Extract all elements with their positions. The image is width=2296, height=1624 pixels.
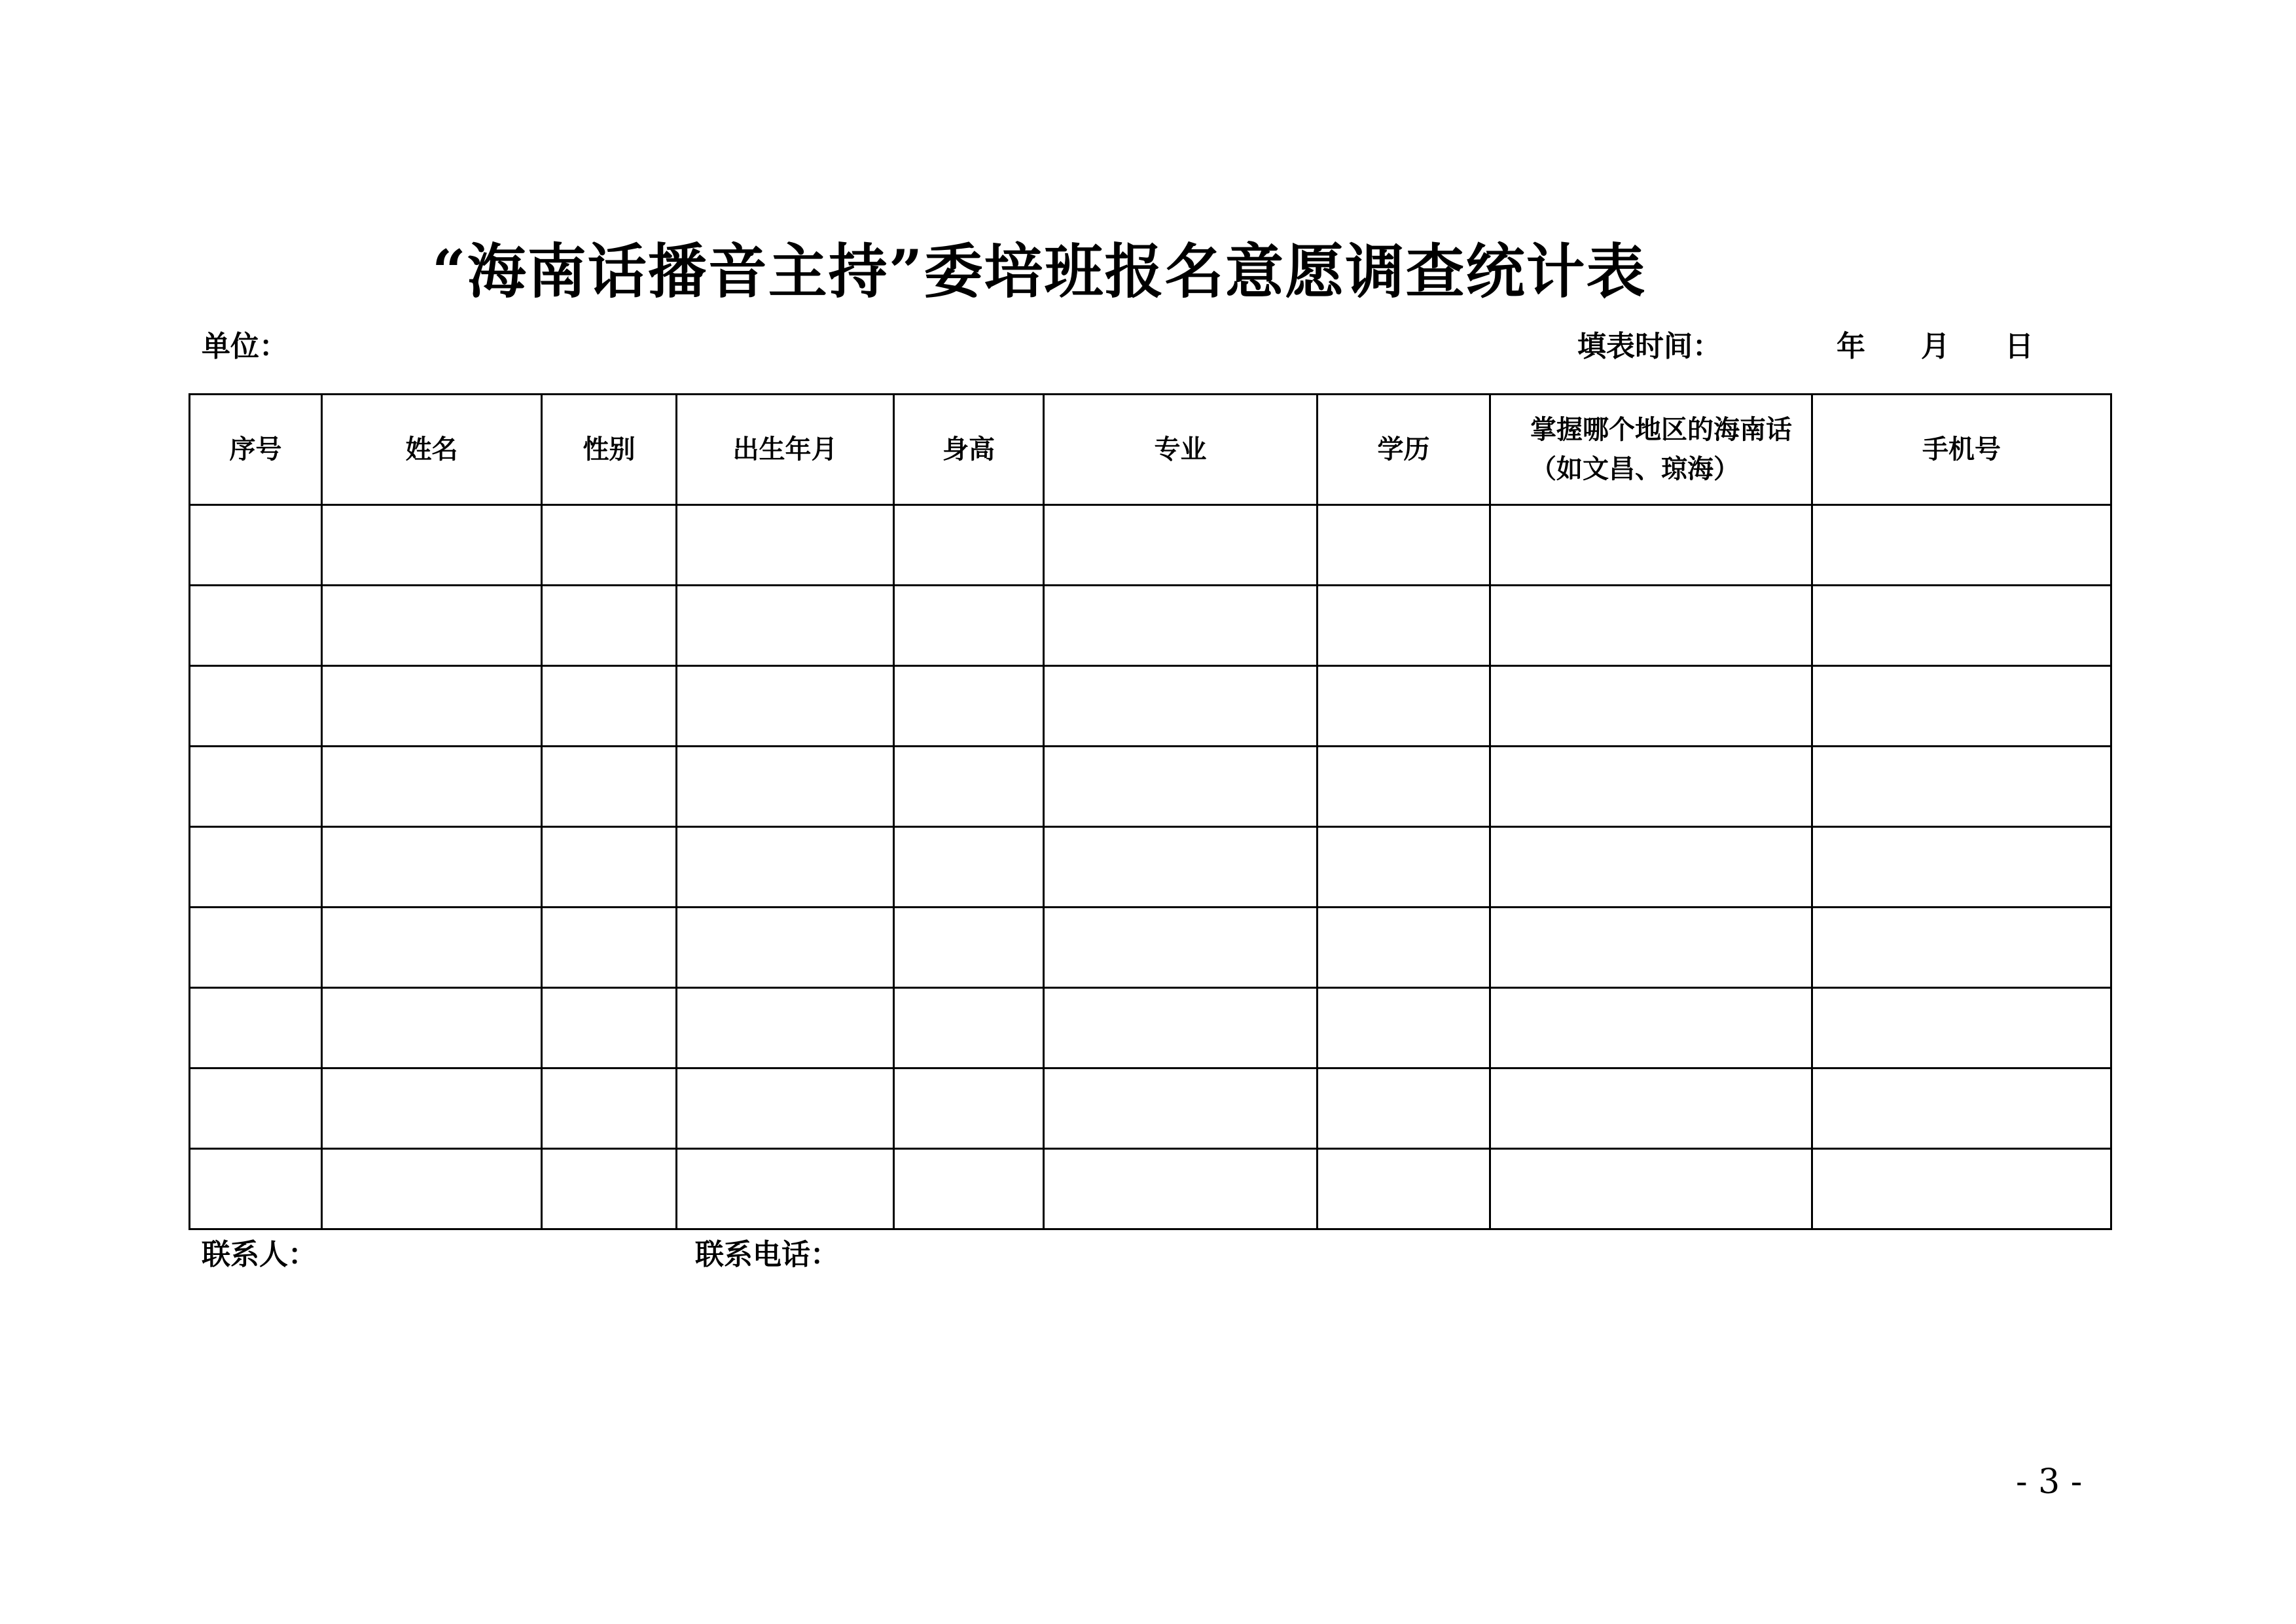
table-cell[interactable] [894,827,1044,908]
table-cell[interactable] [1812,988,2111,1068]
header-gender: 性别 [542,395,677,505]
table-row [190,586,2111,666]
table-cell[interactable] [190,1149,322,1229]
table-cell[interactable] [322,827,542,908]
header-serial-number: 序号 [190,395,322,505]
table-cell[interactable] [894,988,1044,1068]
table-cell[interactable] [322,505,542,586]
header-hainan-dialect-region: 掌握哪个地区的海南话（如文昌、琼海） [1490,395,1812,505]
table-cell[interactable] [1812,747,2111,827]
table-cell[interactable] [894,586,1044,666]
page-title: “海南话播音主持”委培班报名意愿调查统计表 [432,237,1647,306]
table-cell[interactable] [677,747,894,827]
table-cell[interactable] [1490,666,1812,747]
table-cell[interactable] [1044,586,1318,666]
table-cell[interactable] [1812,1068,2111,1149]
table-cell[interactable] [894,747,1044,827]
contact-person-label: 联系人： [202,1238,317,1271]
table-cell[interactable] [1490,505,1812,586]
table-cell[interactable] [190,988,322,1068]
table-cell[interactable] [322,666,542,747]
table-cell[interactable] [894,908,1044,988]
table-cell[interactable] [677,586,894,666]
page-number: - 3 - [2016,1462,2083,1502]
table-cell[interactable] [542,1149,677,1229]
table-cell[interactable] [322,988,542,1068]
table-cell[interactable] [322,1068,542,1149]
table-cell[interactable] [1318,747,1490,827]
table-cell[interactable] [1812,908,2111,988]
table-cell[interactable] [190,1068,322,1149]
table-cell[interactable] [542,505,677,586]
table-cell[interactable] [1490,988,1812,1068]
table-body [190,505,2111,1229]
header-major: 专业 [1044,395,1318,505]
table-cell[interactable] [1318,908,1490,988]
table-cell[interactable] [677,827,894,908]
table-cell[interactable] [542,747,677,827]
table-cell[interactable] [677,1068,894,1149]
table-cell[interactable] [1318,1068,1490,1149]
header-birth-date: 出生年月 [677,395,894,505]
table-row [190,827,2111,908]
table-cell[interactable] [190,747,322,827]
table-row [190,988,2111,1068]
table-cell[interactable] [1812,1149,2111,1229]
table-cell[interactable] [190,827,322,908]
table-cell[interactable] [894,1149,1044,1229]
table-cell[interactable] [322,747,542,827]
table-cell[interactable] [677,1149,894,1229]
contact-phone-label: 联系电话： [695,1238,839,1271]
table-cell[interactable] [1044,1149,1318,1229]
table-cell[interactable] [1490,747,1812,827]
table-cell[interactable] [542,988,677,1068]
table-cell[interactable] [677,505,894,586]
table-cell[interactable] [322,586,542,666]
header-education: 学历 [1318,395,1490,505]
date-month-label: 月 [1921,330,1950,363]
table-cell[interactable] [677,666,894,747]
table-cell[interactable] [1318,988,1490,1068]
date-day-label: 日 [2005,330,2034,363]
date-year-label: 年 [1837,330,1865,363]
table-cell[interactable] [677,988,894,1068]
table-cell[interactable] [1812,827,2111,908]
table-cell[interactable] [894,505,1044,586]
table-cell[interactable] [1812,586,2111,666]
table-cell[interactable] [1490,1068,1812,1149]
table-cell[interactable] [1044,988,1318,1068]
table-row [190,666,2111,747]
table-cell[interactable] [542,1068,677,1149]
table-cell[interactable] [542,586,677,666]
table-cell[interactable] [1318,586,1490,666]
table-cell[interactable] [1044,1068,1318,1149]
table-cell[interactable] [894,666,1044,747]
header-name: 姓名 [322,395,542,505]
table-cell[interactable] [1812,666,2111,747]
table-cell[interactable] [190,505,322,586]
header-mobile-number: 手机号 [1812,395,2111,505]
unit-label: 单位： [202,330,288,363]
table-cell[interactable] [1318,1149,1490,1229]
table-cell[interactable] [542,666,677,747]
table-cell[interactable] [1044,827,1318,908]
table-row [190,1068,2111,1149]
header-height: 身高 [894,395,1044,505]
table-cell[interactable] [1318,666,1490,747]
table-row [190,908,2111,988]
table-cell[interactable] [1044,666,1318,747]
table-cell[interactable] [190,586,322,666]
table-row [190,1149,2111,1229]
table-cell[interactable] [1490,908,1812,988]
table-cell[interactable] [190,908,322,988]
table-cell[interactable] [542,827,677,908]
table-cell[interactable] [190,666,322,747]
fill-time-label: 填表时间： [1577,330,1721,363]
table-cell[interactable] [322,908,542,988]
table-cell[interactable] [1490,586,1812,666]
table-cell[interactable] [1318,505,1490,586]
table-cell[interactable] [677,908,894,988]
table-row [190,747,2111,827]
table-row [190,505,2111,586]
table-cell[interactable] [1490,827,1812,908]
table-cell[interactable] [1318,827,1490,908]
table-cell[interactable] [1044,747,1318,827]
table-cell[interactable] [894,1068,1044,1149]
survey-table [188,393,2112,1230]
table-header-row [190,395,2111,505]
table-cell[interactable] [322,1149,542,1229]
table-cell[interactable] [542,908,677,988]
table-cell[interactable] [1044,908,1318,988]
table-cell[interactable] [1812,505,2111,586]
table-cell[interactable] [1490,1149,1812,1229]
table-cell[interactable] [1044,505,1318,586]
